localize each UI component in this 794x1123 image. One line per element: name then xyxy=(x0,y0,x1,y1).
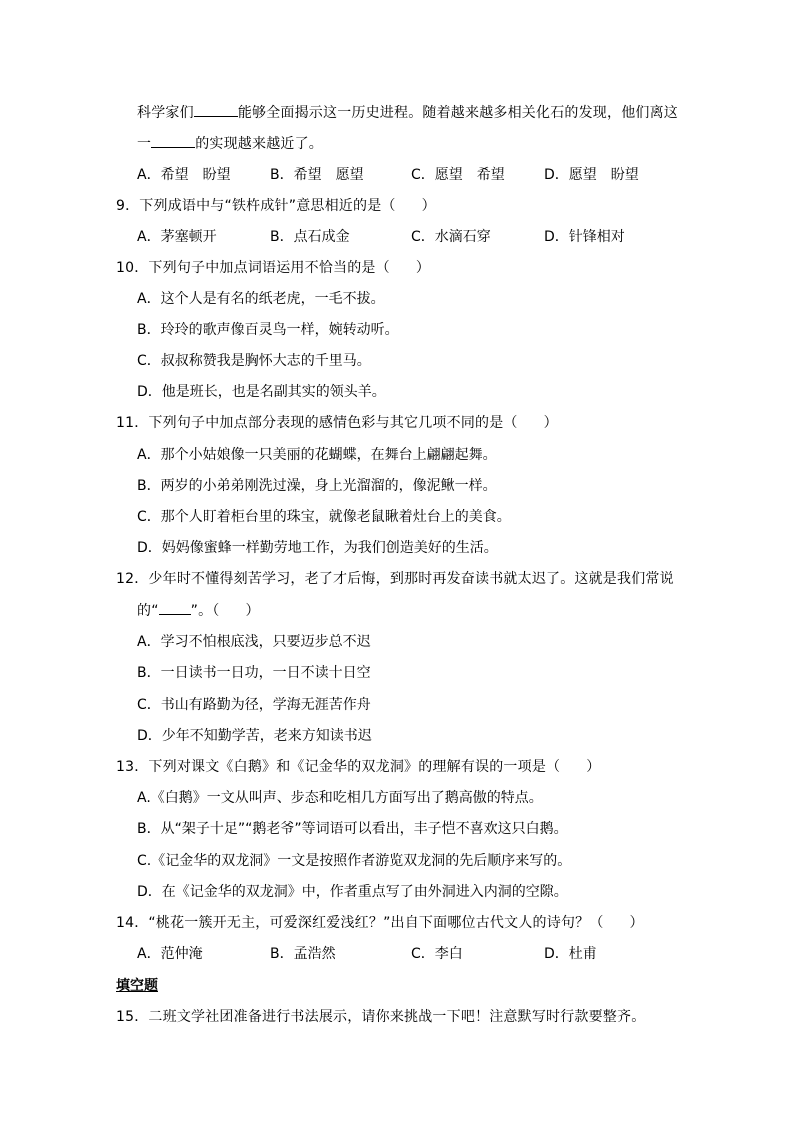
q10-option-a: A．这个人是有名的纸老虎，一毛不拔。 xyxy=(137,291,385,307)
q11-stem-text: 11．下列句子中加点部分表现的感情色彩与其它几项不同的是（ xyxy=(116,415,518,431)
q11-paren-close: ） xyxy=(543,415,558,431)
q12-paren-close: ） xyxy=(245,603,260,619)
q13-option-b: B．从“架子十足”“鹅老爷”等词语可以看出，丰子恺不喜欢这只白鹅。 xyxy=(137,821,568,837)
q13-option-d: D．在《记金华的双龙洞》中，作者重点写了由外洞进入内洞的空隙。 xyxy=(137,884,568,900)
q11-stem xyxy=(116,414,558,432)
q8-blank-1 xyxy=(194,104,238,117)
q13-option-a: A.《白鹅》一文从叫声、步态和吃相几方面写出了鹅高傲的特点。 xyxy=(137,790,543,806)
q11-option-d: D．妈妈像蜜蜂一样勤劳地工作，为我们创造美好的生活。 xyxy=(137,540,498,556)
q9-option-a: A．茅塞顿开 xyxy=(137,229,217,245)
q8-line1 xyxy=(137,104,678,122)
q12-stem xyxy=(116,570,674,588)
q9-paren-close: ） xyxy=(421,198,436,214)
q10-option-c: C．叔叔称赞我是胸怀大志的千里马。 xyxy=(137,353,371,369)
q8-text-after: 能够全面揭示这一历史进程。随着越来越多相关化石的发现，他们离这 xyxy=(237,105,679,121)
q12-quote-open: 的“ xyxy=(137,603,159,619)
q12-quote-close: ”。（ xyxy=(190,603,220,619)
q13-paren-close: ） xyxy=(586,759,601,775)
q8-option-a: A．希望 盼望 xyxy=(137,167,231,183)
q15-stem xyxy=(116,1008,645,1026)
q14-stem xyxy=(116,914,644,932)
q8-text-after-2: 的实现越来越近了。 xyxy=(195,136,324,152)
q8-blank-2 xyxy=(151,135,195,148)
q11-option-c: C．那个人盯着柜台里的珠宝，就像老鼠瞅着灶台上的美食。 xyxy=(137,509,511,525)
q14-option-a: A．范仲淹 xyxy=(137,946,203,962)
q11-option-a: A．那个小姑娘像一只美丽的花蝴蝶，在舞台上翩翩起舞。 xyxy=(137,447,497,463)
q13-stem-text: 13．下列对课文《白鹅》和《记金华的双龙洞》的理解有误的一项是（ xyxy=(116,759,561,775)
q8-option-b: B．希望 愿望 xyxy=(270,167,364,183)
q13-option-c: C.《记金华的双龙洞》一文是按照作者游览双龙洞的先后顺序来写的。 xyxy=(137,853,572,869)
q14-option-c: C．李白 xyxy=(411,946,463,962)
q10-stem-text: 10．下列句子中加点词语运用不恰当的是（ xyxy=(116,260,390,276)
q10-option-d: D．他是班长，也是名副其实的领头羊。 xyxy=(137,384,386,400)
section-title-fill-in-blank: 填空题 xyxy=(116,978,158,994)
q8-option-c: C．愿望 希望 xyxy=(411,167,505,183)
q8-line2 xyxy=(137,135,323,153)
q12-option-a: A．学习不怕根底浅，只要迈步总不迟 xyxy=(137,634,371,650)
q10-paren-close: ） xyxy=(415,260,431,276)
q12-line2 xyxy=(137,602,260,620)
q14-paren-close: ） xyxy=(629,915,644,931)
q10-stem xyxy=(116,259,430,277)
q8-option-d: D．愿望 盼望 xyxy=(544,167,639,183)
q14-option-b: B．孟浩然 xyxy=(270,946,336,962)
q13-stem xyxy=(116,758,600,776)
q12-blank xyxy=(159,602,191,615)
q9-stem-text: 9．下列成语中与“铁杵成针”意思相近的是（ xyxy=(116,198,396,214)
q11-option-b: B．两岁的小弟弟刚洗过澡，身上光溜溜的，像泥鳅一样。 xyxy=(137,478,497,494)
q9-option-d: D．针锋相对 xyxy=(544,229,625,245)
q12-option-c: C．书山有路勤为径，学海无涯苦作舟 xyxy=(137,697,371,713)
q9-option-c: C．水滴石穿 xyxy=(411,229,491,245)
q9-stem xyxy=(116,197,436,215)
q8-text-before: 科学家们 xyxy=(137,105,194,121)
q14-stem-text: 14．“桃花一簇开无主，可爱深红爱浅红？”出自下面哪位古代文人的诗句？（ xyxy=(116,915,604,931)
q10-option-b: B．玲玲的歌声像百灵鸟一样，婉转动听。 xyxy=(137,322,399,338)
q12-option-b: B．一日读书一日功，一日不读十日空 xyxy=(137,665,371,681)
q14-option-d: D．杜甫 xyxy=(544,946,597,962)
q9-option-b: B．点石成金 xyxy=(270,229,350,245)
q8-text-before-2: 一 xyxy=(137,136,152,152)
q12-option-d: D．少年不知勤学苦，老来方知读书迟 xyxy=(137,728,372,744)
q15-stem-text: 15．二班文学社团准备进行书法展示，请你来挑战一下吧！注意默写时行款要整齐。 xyxy=(116,1009,646,1025)
q12-stem-text: 12．少年时不懂得刻苦学习，老了才后悔，到那时再发奋读书就太迟了。这就是我们常说 xyxy=(116,571,674,587)
